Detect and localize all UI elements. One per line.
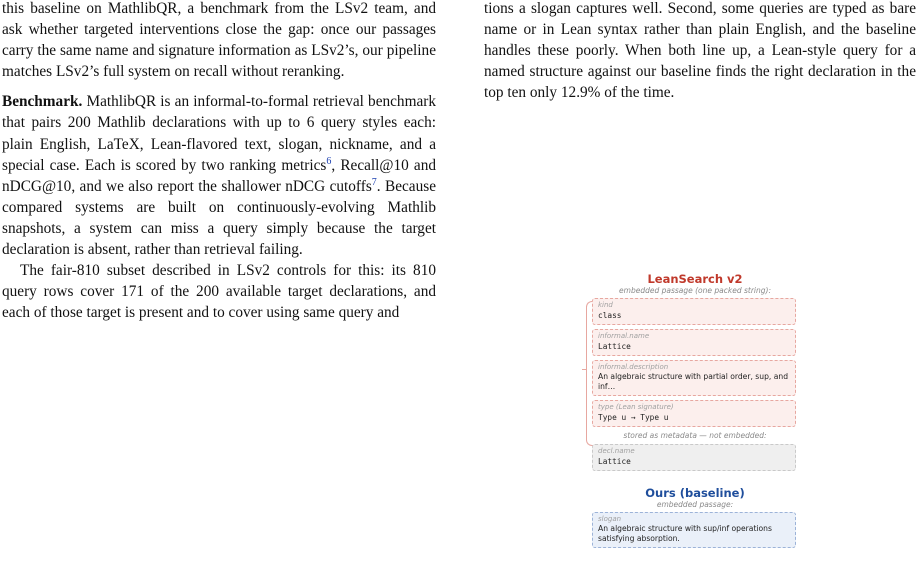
field-name: informal.description — [598, 363, 669, 371]
right-paragraph-1: tions a slogan captures well. Second, some queries are typed as bare name or in Lean syntax rather than plain English, and the baseline handles these poorly. When both line up, a Lean-style query for a named structure against our baseline finds the right declaration in the top ten only 12.9% of the time. — [484, 0, 916, 102]
benchmark-paragraph — [2, 91, 436, 260]
field-value: Lattice — [598, 457, 631, 466]
footnote-7[interactable]: 7 — [371, 176, 377, 188]
lsv2-title: LeanSearch v2 — [647, 272, 743, 286]
footnote-6[interactable]: 6 — [326, 155, 332, 167]
benchmark-text-b: , Recall@10 and nDCG@10, and we also report the shallower nDCG cutoffs — [2, 156, 437, 195]
passage-comparison-figure — [590, 273, 800, 552]
field-value: An algebraic structure with partial order, sup, and inf… — [598, 372, 789, 391]
field-name: decl.name — [598, 447, 635, 455]
fair-810-paragraph: The fair-810 subset described in LSv2 controls for this: its 810 query rows cover 171 of the 200 available target declarations, and each of those target is present and to cover using same query and — [2, 262, 436, 322]
left-paragraph-1: this baseline on MathlibQR, a benchmark from the LSv2 team, and ask whether targeted interventions close the gap: once our passages carry the same name and signature information as LSv2’s, our pipeline matches LSv2’s full system on recall without reranking. — [2, 0, 436, 81]
field-value: An algebraic structure with sup/inf operations satisfying absorption. — [598, 524, 772, 543]
benchmark-heading: Benchmark. — [2, 93, 83, 111]
right-column — [484, 0, 916, 103]
field-value: Lattice — [598, 342, 631, 351]
lsv2-subtitle: embedded passage (one packed string): — [619, 286, 771, 295]
field-name: slogan — [598, 515, 622, 523]
lsv2-field-informal-description — [592, 360, 796, 396]
ours-field-slogan — [592, 512, 796, 548]
field-name: informal.name — [598, 332, 650, 340]
field-value: class — [598, 311, 622, 320]
lsv2-field-informal-name — [592, 329, 796, 356]
field-name: kind — [598, 301, 613, 309]
lsv2-field-kind — [592, 298, 796, 325]
metadata-note: stored as metadata — not embedded: — [623, 431, 767, 440]
field-name: type (Lean signature) — [598, 403, 674, 411]
benchmark-text-c: . Because compared systems are built on continuously-evolving Mathlib snapshots, a system can miss a query simply because the target declaration is absent, rather than retrieval failing. — [2, 177, 436, 259]
ours-title: Ours (baseline) — [645, 486, 745, 500]
lsv2-field-decl-name — [592, 444, 796, 471]
ours-subtitle: embedded passage: — [656, 500, 734, 509]
left-column — [2, 0, 436, 323]
field-value: Type u → Type u — [598, 413, 669, 422]
benchmark-text-a: MathlibQR is an informal-to-formal retrieval benchmark that pairs 200 Mathlib declarations with up to 6 query styles each: plain English, LaTeX, Lean-flavored text, slogan, nickname, and a special case. Each is scored by two ranking metrics — [2, 93, 436, 174]
lsv2-field-type — [592, 400, 796, 427]
embedded-brace-tip — [582, 369, 587, 370]
